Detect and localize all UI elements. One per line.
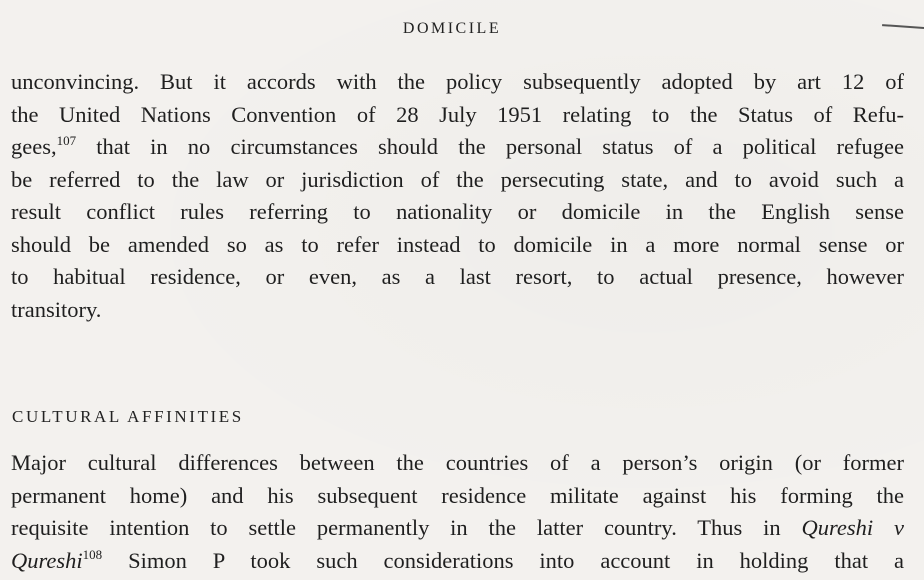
- text-fragment: requisite intention to settle permanently in the latter country. Thus in: [11, 515, 802, 540]
- case-name: Qureshi: [11, 547, 83, 573]
- running-head: DOMICILE: [402, 20, 502, 37]
- text-fragment: that in no circumstances should the personal status of a political refugee: [76, 134, 904, 159]
- text-line: Major cultural differences between the countries of a person’s origin (or former: [11, 450, 904, 475]
- text-fragment: gees,: [11, 134, 57, 159]
- case-name: Qureshi v: [801, 515, 905, 540]
- text-line: to habitual residence, or even, as a last resort, to actual presence, however: [11, 264, 904, 289]
- text-line: should be amended so as to refer instead to domicile in a more normal sense or: [11, 231, 904, 257]
- footnote-ref-108[interactable]: 108: [82, 546, 103, 562]
- paragraph-cultural-affinities: [11, 447, 904, 577]
- text-line: be referred to the law or jurisdiction of the persecuting state, and to avoid such a: [11, 166, 904, 192]
- footnote-ref-107[interactable]: 107: [56, 133, 77, 148]
- text-line: result conflict rules referring to nationality or domicile in the English sense: [11, 199, 904, 224]
- text-line: permanent home) and his subsequent residence militate against his forming the: [11, 482, 904, 508]
- text-line: the United Nations Convention of 28 July 1951 relating to the Status of Refu-: [11, 101, 904, 127]
- text-line: [11, 545, 904, 578]
- text-line: transitory.: [11, 296, 102, 322]
- paragraph-refugee-status: [11, 66, 904, 326]
- text-fragment: Simon P took such considerations into account in holding that a: [102, 547, 904, 573]
- section-heading: CULTURAL AFFINITIES: [12, 407, 244, 426]
- text-line: [11, 131, 904, 164]
- text-line: [11, 512, 904, 545]
- text-line: unconvincing. But it accords with the policy subsequently adopted by art 12 of: [11, 69, 904, 94]
